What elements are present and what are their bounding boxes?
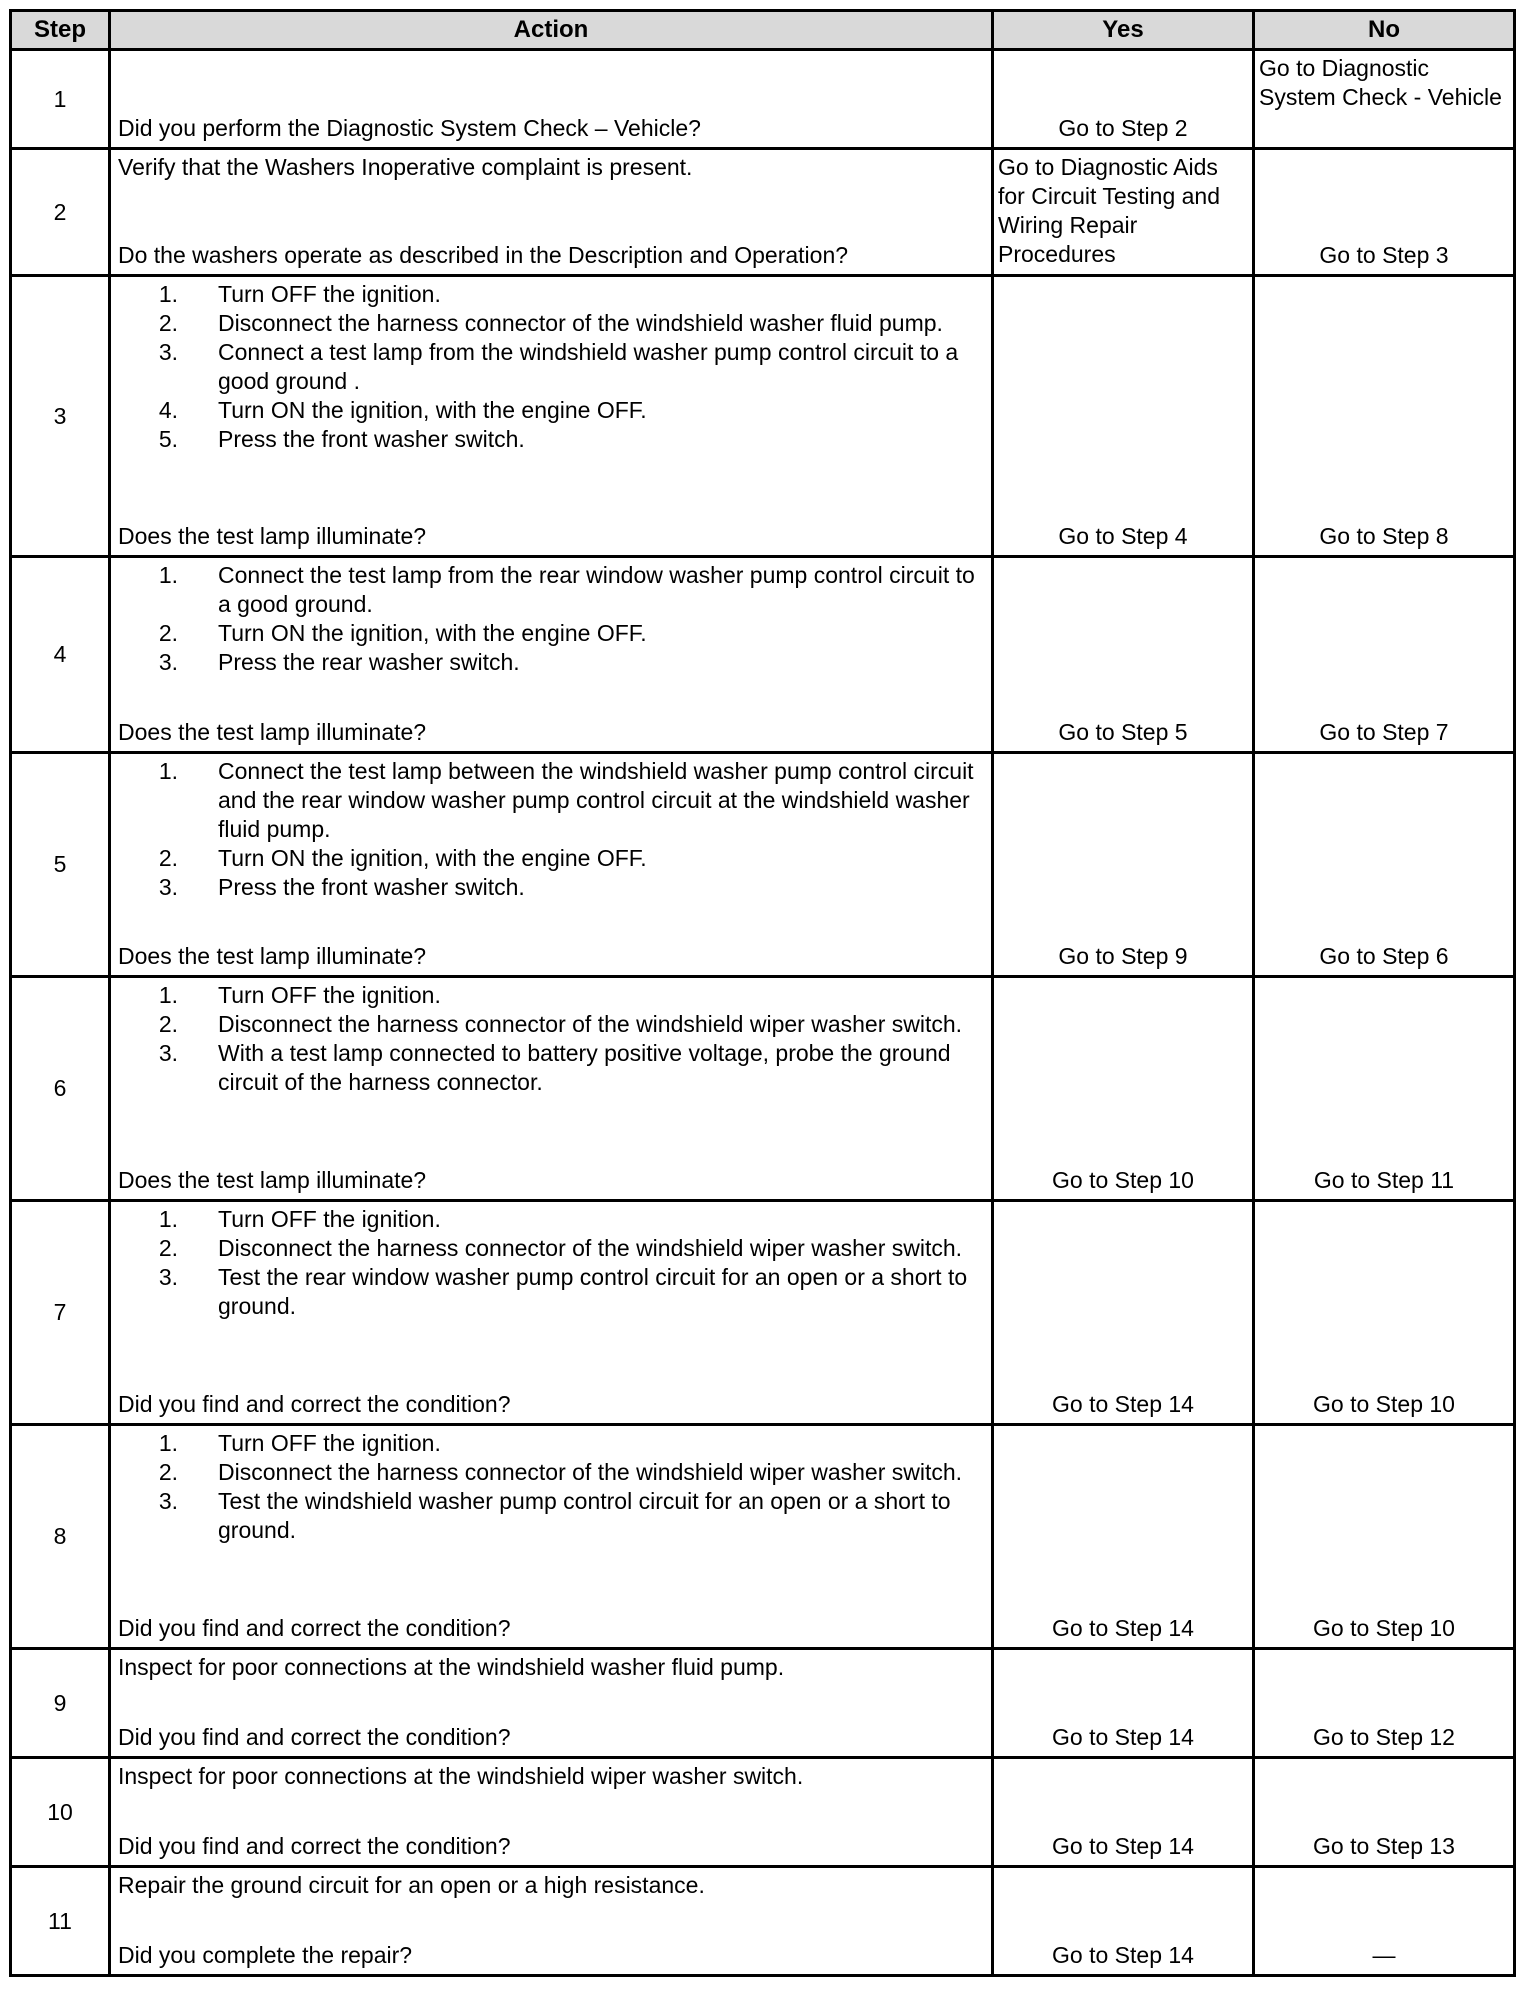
action-cell [110, 1425, 993, 1649]
no-result: Go to Step 8 [1254, 276, 1515, 557]
action-question: Did you complete the repair? [118, 1942, 413, 1968]
substep-number: 2. [158, 1459, 178, 1485]
substep-text: Turn OFF the ignition. [218, 982, 441, 1008]
step-number: 5 [11, 753, 110, 977]
substep-text: Turn OFF the ignition. [218, 281, 441, 307]
header-row [11, 11, 1515, 50]
no-result: Go to Step 7 [1254, 557, 1515, 753]
action-cell [110, 1649, 993, 1758]
header-yes: Yes [993, 11, 1254, 50]
table-row [11, 50, 1515, 149]
action-cell [110, 1201, 993, 1425]
step-number: 9 [11, 1649, 110, 1758]
step-number: 8 [11, 1425, 110, 1649]
substep-item [118, 338, 983, 396]
substep-item [118, 1263, 983, 1321]
no-result: — [1254, 1867, 1515, 1976]
step-number: 7 [11, 1201, 110, 1425]
action-question: Did you find and correct the condition? [118, 1833, 511, 1859]
substep-list [118, 561, 983, 677]
substep-number: 3. [158, 1264, 178, 1290]
substep-text: Turn ON the ignition, with the engine OFF. [218, 845, 647, 871]
action-intro: Inspect for poor connections at the windshield washer fluid pump. [118, 1654, 785, 1680]
substep-text: Connect a test lamp from the windshield washer pump control circuit to a good ground . [218, 339, 959, 394]
action-cell [110, 557, 993, 753]
substep-number: 2. [158, 1011, 178, 1037]
substep-item [118, 280, 983, 309]
yes-result: Go to Diagnostic Aids for Circuit Testing and Wiring Repair Procedures [993, 149, 1254, 276]
action-intro: Repair the ground circuit for an open or a high resistance. [118, 1872, 705, 1898]
substep-text: Disconnect the harness connector of the windshield wiper washer switch. [218, 1011, 963, 1037]
table-row [11, 1758, 1515, 1867]
substep-text: Connect the test lamp from the rear window washer pump control circuit to a good ground. [218, 562, 975, 617]
no-result: Go to Step 3 [1254, 149, 1515, 276]
yes-result: Go to Step 14 [993, 1649, 1254, 1758]
action-intro: Inspect for poor connections at the windshield wiper washer switch. [118, 1763, 804, 1789]
action-cell [110, 276, 993, 557]
action-cell [110, 50, 993, 149]
substep-number: 1. [158, 562, 178, 588]
action-question: Did you find and correct the condition? [118, 1724, 511, 1750]
substep-text: Turn ON the ignition, with the engine OFF. [218, 620, 647, 646]
no-result: Go to Step 12 [1254, 1649, 1515, 1758]
action-question: Does the test lamp illuminate? [118, 719, 427, 745]
substep-list [118, 981, 983, 1097]
substep-item [118, 1010, 983, 1039]
substep-item [118, 1429, 983, 1458]
yes-result: Go to Step 10 [993, 977, 1254, 1201]
substep-number: 1. [158, 281, 178, 307]
substep-text: Press the front washer switch. [218, 426, 525, 452]
action-intro: Verify that the Washers Inoperative complaint is present. [118, 154, 693, 180]
substep-item [118, 873, 983, 902]
action-question: Do the washers operate as described in the Description and Operation? [118, 242, 849, 268]
substep-item [118, 844, 983, 873]
substep-text: Press the front washer switch. [218, 874, 525, 900]
substep-list [118, 757, 983, 902]
action-cell [110, 753, 993, 977]
substep-text: Test the rear window washer pump control circuit for an open or a short to ground. [218, 1264, 968, 1319]
yes-result: Go to Step 14 [993, 1867, 1254, 1976]
substep-text: Turn ON the ignition, with the engine OFF. [218, 397, 647, 423]
yes-result: Go to Step 14 [993, 1201, 1254, 1425]
substep-number: 3. [158, 1040, 178, 1066]
substep-number: 3. [158, 1488, 178, 1514]
table-row [11, 276, 1515, 557]
action-cell [110, 149, 993, 276]
table-row [11, 1649, 1515, 1758]
substep-list [118, 280, 983, 454]
substep-item [118, 1039, 983, 1097]
substep-text: Press the rear washer switch. [218, 649, 520, 675]
no-result: Go to Diagnostic System Check - Vehicle [1254, 50, 1515, 149]
substep-item [118, 981, 983, 1010]
substep-text: Turn OFF the ignition. [218, 1430, 441, 1456]
table-row [11, 557, 1515, 753]
step-number: 6 [11, 977, 110, 1201]
action-cell [110, 977, 993, 1201]
yes-result: Go to Step 9 [993, 753, 1254, 977]
yes-result: Go to Step 5 [993, 557, 1254, 753]
table-row [11, 1201, 1515, 1425]
substep-text: Test the windshield washer pump control circuit for an open or a short to ground. [218, 1488, 951, 1543]
substep-text: Disconnect the harness connector of the windshield wiper washer switch. [218, 1235, 963, 1261]
substep-number: 3. [158, 874, 178, 900]
substep-item [118, 396, 983, 425]
substep-text: Connect the test lamp between the windshield washer pump control circuit and the rear window washer pump control circuit at the windshield washer fluid pump. [218, 758, 974, 842]
substep-item [118, 1234, 983, 1263]
table-row [11, 149, 1515, 276]
substep-text: Turn OFF the ignition. [218, 1206, 441, 1232]
header-action: Action [110, 11, 993, 50]
substep-item [118, 1458, 983, 1487]
diagnostic-table [9, 9, 1516, 1977]
substep-number: 1. [158, 758, 178, 784]
yes-result: Go to Step 4 [993, 276, 1254, 557]
yes-result: Go to Step 14 [993, 1425, 1254, 1649]
yes-result: Go to Step 2 [993, 50, 1254, 149]
step-number: 2 [11, 149, 110, 276]
yes-result: Go to Step 14 [993, 1758, 1254, 1867]
no-result: Go to Step 6 [1254, 753, 1515, 977]
substep-number: 2. [158, 845, 178, 871]
action-cell [110, 1758, 993, 1867]
table-row [11, 1867, 1515, 1976]
substep-list [118, 1429, 983, 1545]
substep-number: 2. [158, 1235, 178, 1261]
substep-list [118, 1205, 983, 1321]
substep-item [118, 561, 983, 619]
step-number: 10 [11, 1758, 110, 1867]
substep-number: 1. [158, 1206, 178, 1232]
substep-item [118, 1205, 983, 1234]
substep-item [118, 1487, 983, 1545]
step-number: 4 [11, 557, 110, 753]
substep-number: 1. [158, 1430, 178, 1456]
substep-text: Disconnect the harness connector of the windshield washer fluid pump. [218, 310, 943, 336]
action-question: Does the test lamp illuminate? [118, 1167, 427, 1193]
step-number: 11 [11, 1867, 110, 1976]
no-result: Go to Step 10 [1254, 1201, 1515, 1425]
table-row [11, 1425, 1515, 1649]
substep-number: 5. [158, 426, 178, 452]
action-question: Did you find and correct the condition? [118, 1391, 511, 1417]
substep-item [118, 619, 983, 648]
table-row [11, 977, 1515, 1201]
step-number: 1 [11, 50, 110, 149]
substep-item [118, 648, 983, 677]
step-number: 3 [11, 276, 110, 557]
substep-number: 2. [158, 620, 178, 646]
substep-text: With a test lamp connected to battery positive voltage, probe the ground circuit of the harness connector. [218, 1040, 951, 1095]
table-row [11, 753, 1515, 977]
substep-number: 1. [158, 982, 178, 1008]
header-step: Step [11, 11, 110, 50]
substep-number: 2. [158, 310, 178, 336]
action-question: Does the test lamp illuminate? [118, 523, 427, 549]
no-result: Go to Step 11 [1254, 977, 1515, 1201]
no-result: Go to Step 10 [1254, 1425, 1515, 1649]
substep-item [118, 757, 983, 844]
substep-number: 3. [158, 339, 178, 365]
action-question: Does the test lamp illuminate? [118, 943, 427, 969]
header-no: No [1254, 11, 1515, 50]
substep-item [118, 425, 983, 454]
action-question: Did you find and correct the condition? [118, 1615, 511, 1641]
substep-text: Disconnect the harness connector of the windshield wiper washer switch. [218, 1459, 963, 1485]
substep-number: 3. [158, 649, 178, 675]
substep-number: 4. [158, 397, 178, 423]
action-cell [110, 1867, 993, 1976]
substep-item [118, 309, 983, 338]
no-result: Go to Step 13 [1254, 1758, 1515, 1867]
action-question: Did you perform the Diagnostic System Check – Vehicle? [118, 115, 701, 141]
